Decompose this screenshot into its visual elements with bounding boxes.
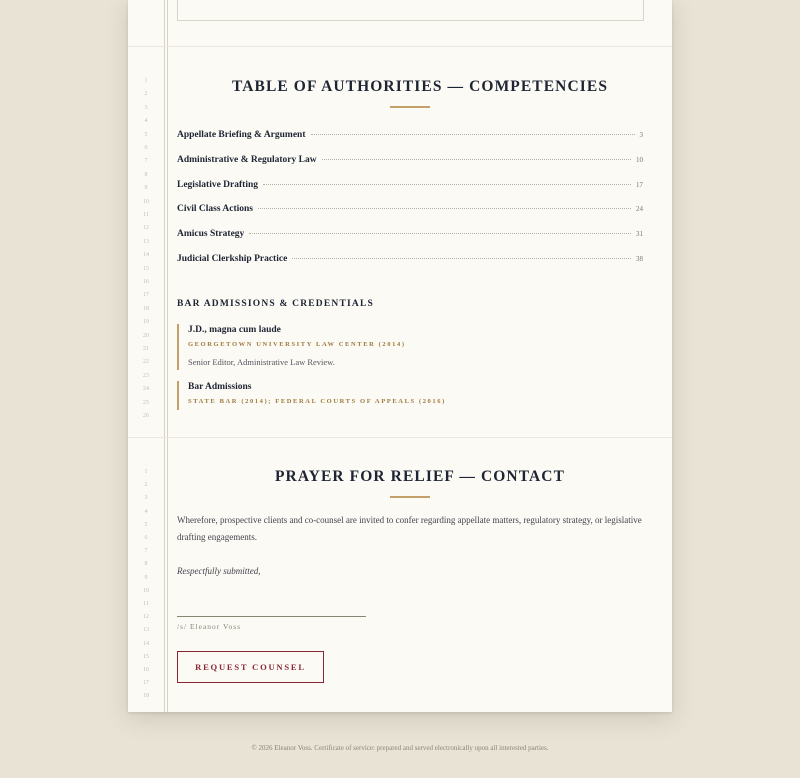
toc-entry-title: Appellate Briefing & Argument bbox=[177, 130, 306, 140]
line-number: 23 bbox=[143, 372, 149, 379]
line-number: 7 bbox=[144, 548, 148, 555]
line-number: 14 bbox=[143, 252, 149, 259]
credential-item bbox=[177, 324, 628, 370]
line-number: 6 bbox=[144, 145, 148, 151]
contact-body: Wherefore, prospective clients and co-counsel are invited to confer regarding appellate matters, regulatory strategy, or legislative drafting engagements. bbox=[177, 515, 642, 542]
toc-entry-page: 38 bbox=[636, 255, 643, 263]
credential-org: STATE BAR (2014); FEDERAL COURTS OF APPEALS (2016) bbox=[188, 398, 446, 405]
line-number: 5 bbox=[144, 521, 148, 528]
line-number: 11 bbox=[143, 601, 149, 607]
toc-entry[interactable] bbox=[177, 254, 643, 268]
line-number: 17 bbox=[143, 680, 149, 687]
heading-rule bbox=[390, 496, 430, 498]
toc-entry-title: Amicus Strategy bbox=[177, 229, 245, 239]
line-number: 26 bbox=[143, 413, 149, 419]
section-divider bbox=[128, 46, 672, 47]
toc-leader-dots bbox=[263, 184, 631, 185]
toc-leader-dots bbox=[258, 208, 631, 209]
line-number: 16 bbox=[143, 667, 149, 673]
signature-name: /s/ Eleanor Voss bbox=[177, 622, 242, 631]
signature-line bbox=[177, 616, 366, 617]
line-number: 9 bbox=[144, 574, 148, 581]
line-number: 18 bbox=[143, 693, 149, 700]
pleading-paper bbox=[128, 0, 672, 712]
line-number: 17 bbox=[143, 292, 149, 299]
line-number: 9 bbox=[144, 185, 148, 192]
line-number: 2 bbox=[144, 482, 148, 489]
line-number: 4 bbox=[144, 508, 148, 515]
line-number: 8 bbox=[144, 561, 148, 568]
request-counsel-button[interactable]: REQUEST COUNSEL bbox=[177, 651, 324, 683]
line-number: 11 bbox=[143, 212, 149, 218]
line-number: 21 bbox=[143, 346, 149, 352]
toc-entry[interactable] bbox=[177, 180, 643, 194]
toc-entry[interactable] bbox=[177, 130, 643, 144]
line-number: 4 bbox=[144, 118, 148, 125]
credentials-heading: BAR ADMISSIONS & CREDENTIALS bbox=[177, 299, 374, 309]
toc-entry-title: Legislative Drafting bbox=[177, 180, 259, 190]
toc-entry[interactable] bbox=[177, 229, 643, 243]
toc-leader-dots bbox=[311, 134, 635, 135]
line-number: 22 bbox=[143, 359, 149, 366]
line-number: 13 bbox=[143, 238, 149, 245]
section-heading-contact: PRAYER FOR RELIEF — CONTACT bbox=[274, 468, 566, 485]
toc-entry-page: 17 bbox=[636, 181, 643, 189]
toc-entry-page: 10 bbox=[636, 156, 643, 164]
line-number: 10 bbox=[143, 198, 149, 205]
toc-entry-page: 31 bbox=[636, 230, 643, 238]
line-number: 20 bbox=[143, 332, 149, 339]
toc-entry-title: Administrative & Regulatory Law bbox=[177, 155, 317, 165]
section-heading-authorities: TABLE OF AUTHORITIES — COMPETENCIES bbox=[231, 78, 609, 95]
credential-title: J.D., magna cum laude bbox=[188, 325, 281, 335]
line-number: 5 bbox=[144, 131, 148, 138]
line-number: 19 bbox=[143, 319, 149, 326]
toc-leader-dots bbox=[249, 233, 631, 234]
toc-leader-dots bbox=[292, 258, 631, 259]
line-number: 1 bbox=[144, 78, 148, 84]
heading-rule bbox=[390, 106, 430, 108]
toc-entry-page: 24 bbox=[636, 205, 643, 213]
line-number: 8 bbox=[144, 171, 148, 178]
line-number: 13 bbox=[143, 627, 149, 634]
toc-entry[interactable] bbox=[177, 204, 643, 218]
toc-entry[interactable] bbox=[177, 155, 643, 169]
line-number: 16 bbox=[143, 279, 149, 285]
line-number: 14 bbox=[143, 640, 149, 647]
toc-leader-dots bbox=[322, 159, 631, 160]
line-number: 25 bbox=[143, 399, 149, 406]
closing-text: Respectfully submitted, bbox=[177, 566, 261, 576]
toc-entry-page: 3 bbox=[639, 131, 643, 139]
line-number: 10 bbox=[143, 587, 149, 594]
line-number: 3 bbox=[144, 495, 148, 502]
footer-text: © 2026 Eleanor Voss. Certificate of service: prepared and served electronically upon all interested parties. bbox=[251, 744, 549, 752]
line-number: 24 bbox=[143, 386, 149, 393]
section-divider bbox=[128, 437, 672, 438]
margin-rule bbox=[164, 0, 165, 712]
previous-section-card bbox=[177, 0, 644, 21]
toc-entry-title: Civil Class Actions bbox=[177, 204, 254, 214]
credential-org: GEORGETOWN UNIVERSITY LAW CENTER (2014) bbox=[188, 341, 406, 348]
line-number: 6 bbox=[144, 535, 148, 541]
toc-entry-title: Judicial Clerkship Practice bbox=[177, 254, 288, 264]
credential-note: Senior Editor, Administrative Law Review. bbox=[188, 357, 335, 367]
line-number: 18 bbox=[143, 305, 149, 312]
line-number: 3 bbox=[144, 104, 148, 111]
line-number: 15 bbox=[143, 265, 149, 272]
line-number: 12 bbox=[143, 614, 149, 621]
line-number: 15 bbox=[143, 653, 149, 660]
credential-title: Bar Admissions bbox=[188, 382, 252, 392]
line-number: 7 bbox=[144, 158, 148, 165]
line-number: 1 bbox=[144, 469, 148, 475]
margin-rule bbox=[167, 0, 168, 712]
credential-item bbox=[177, 381, 628, 410]
line-number: 12 bbox=[143, 225, 149, 232]
line-number: 2 bbox=[144, 91, 148, 98]
